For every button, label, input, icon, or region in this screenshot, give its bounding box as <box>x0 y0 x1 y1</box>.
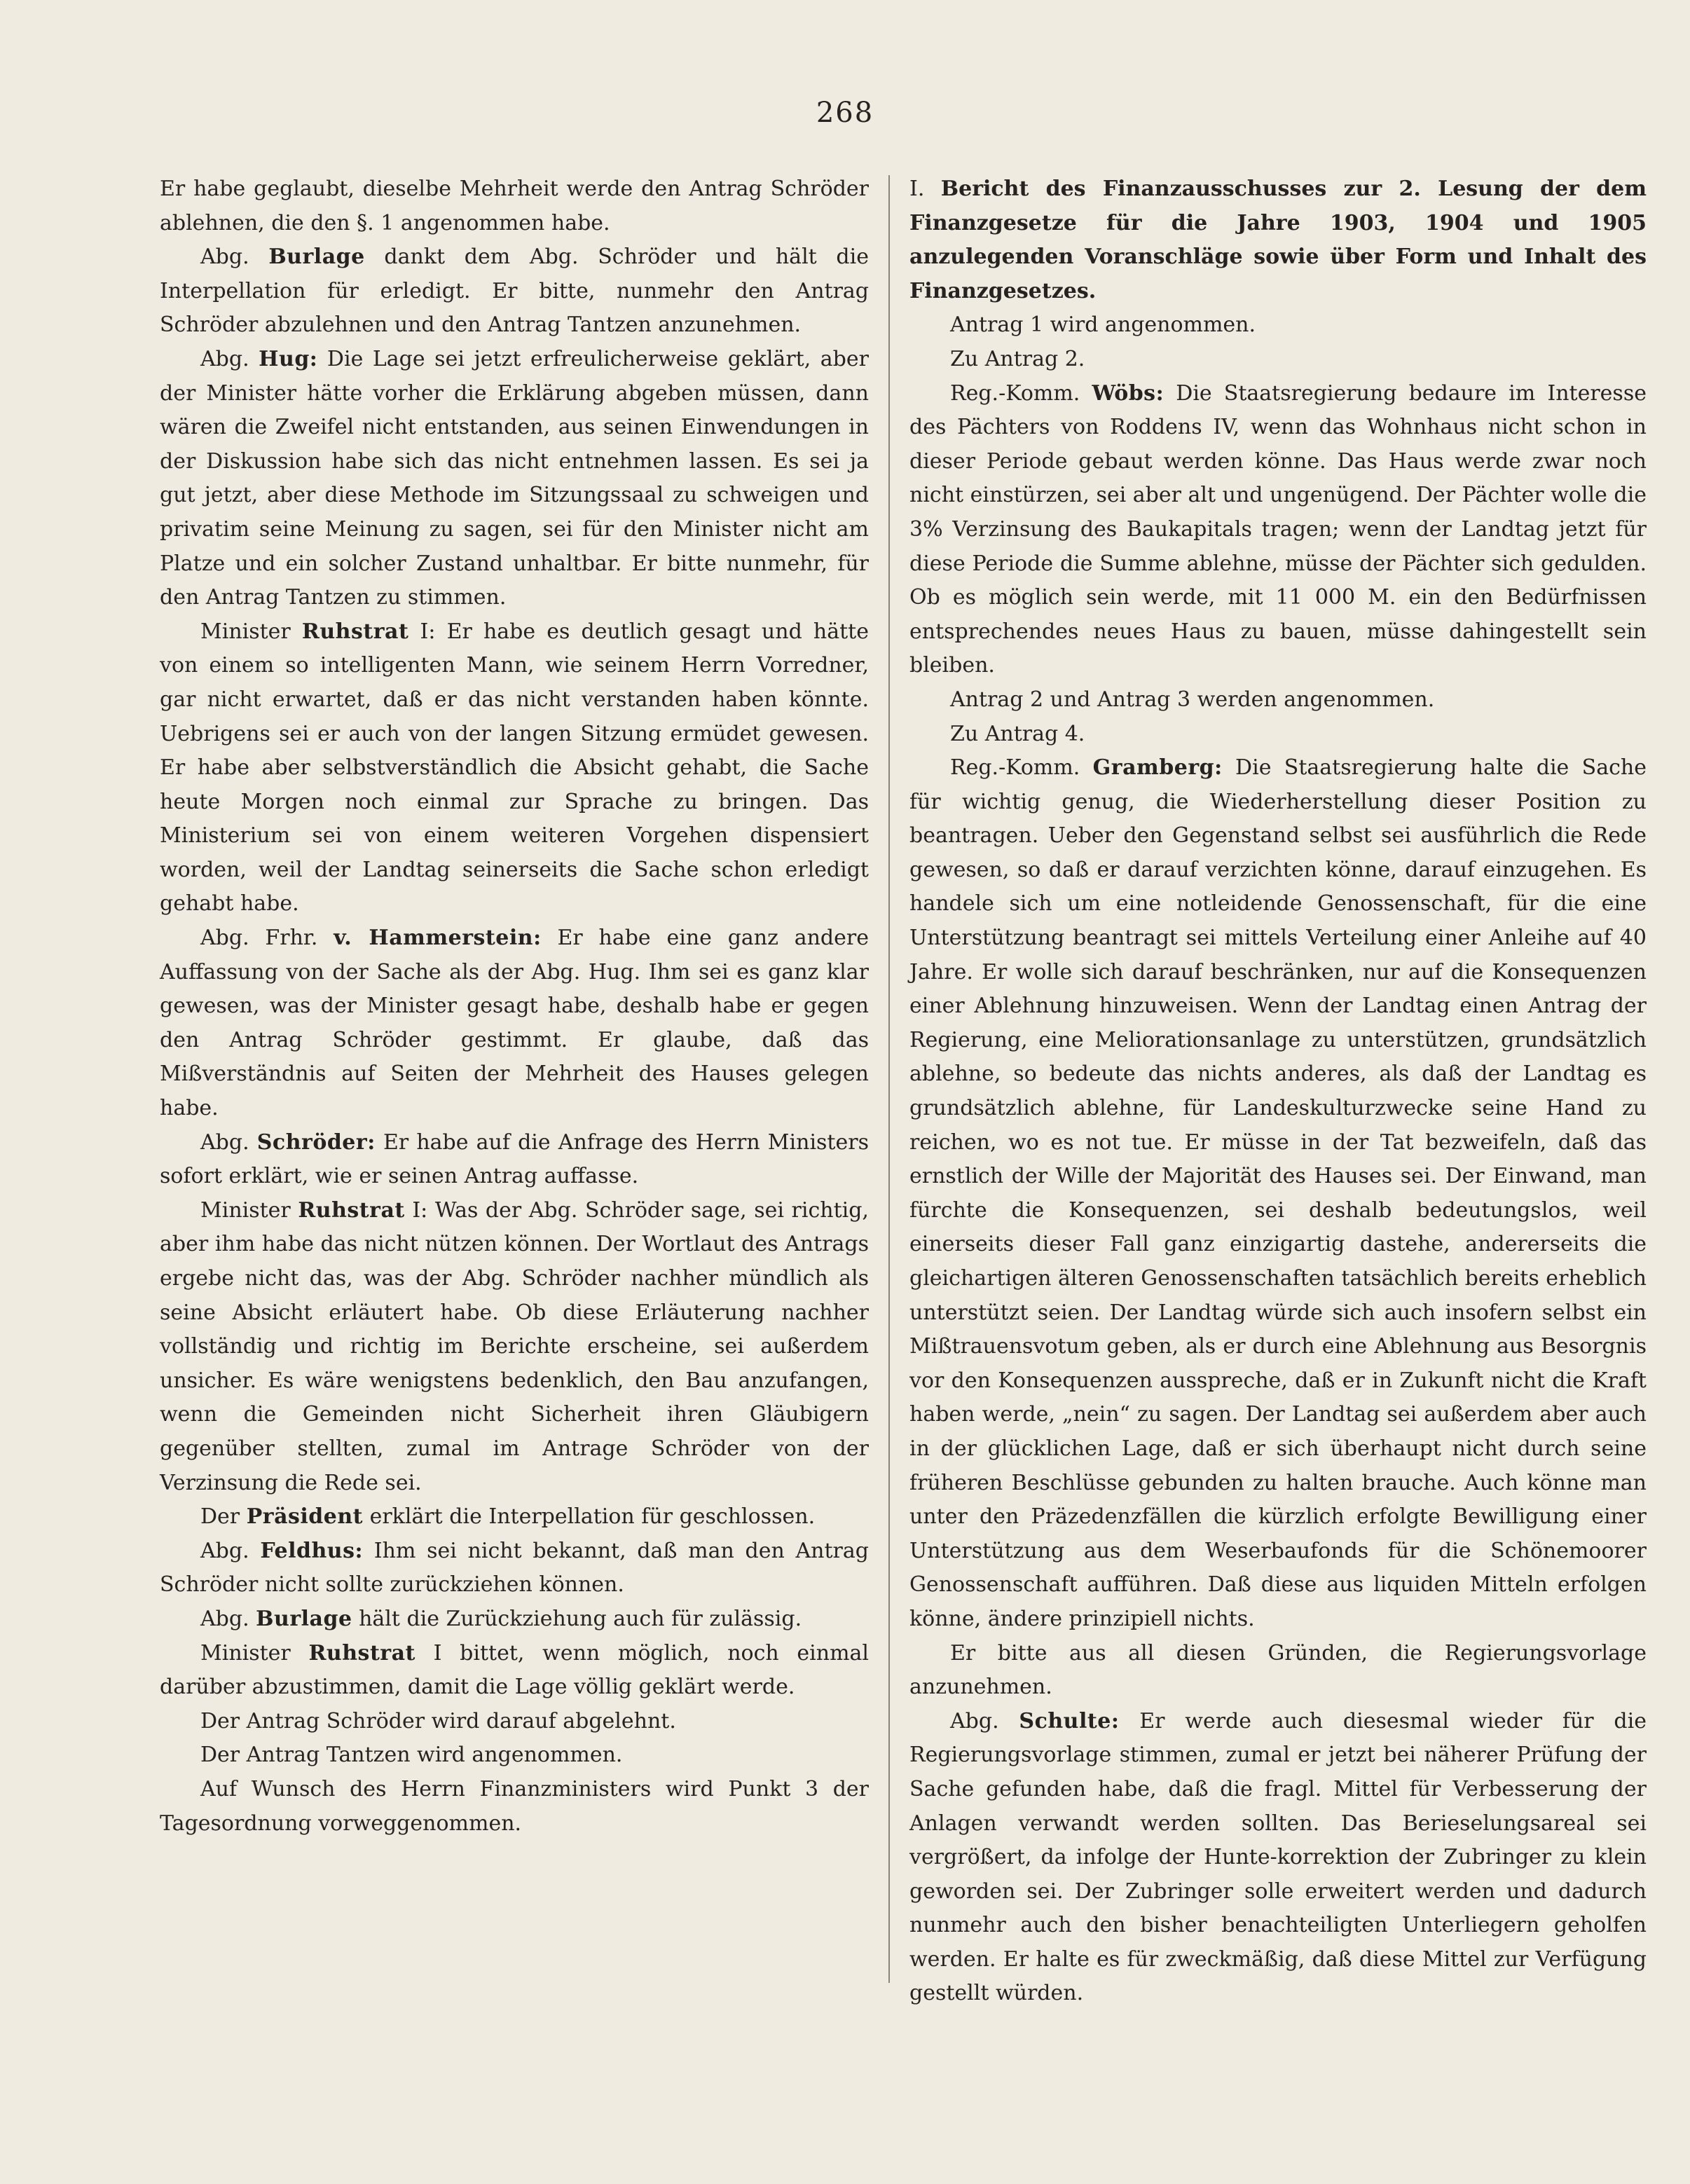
speaker-suffix: I: <box>420 619 436 644</box>
paragraph <box>909 308 1647 343</box>
speaker-name: v. Hammerstein: <box>334 926 542 951</box>
paragraph <box>160 1637 869 1705</box>
paragraph <box>160 615 869 921</box>
paragraph-text: Was der Abg. Schröder sage, sei richtig, aber ihm habe das nicht nützen können. Der Wortlaut des Antrags ergebe nicht das, was der Abg. Schröder nachher mündlich als seine Absicht erläutert habe. Ob diese Erläuterung nachher vollständig und richtig im Berichte erscheine, sei außerdem unsicher. Es wäre wenigstens bedenklich, den Bau anzufangen, wenn die Gemeinden nicht Sicherheit ihren Gläubigern gegenüber stellten, zumal im Antrage Schröder von der Verzinsung die Rede sei. <box>160 1197 869 1495</box>
speaker-prefix: Minister <box>200 1197 291 1223</box>
paragraph <box>909 377 1647 683</box>
speaker-name: Ruhstrat <box>301 619 409 644</box>
paragraph-text: Er werde auch diesesmal wieder für die Regierungsvorlage stimmen, zumal er jetzt bei näherer Prüfung der Sache gefunden habe, daß die fragl. Mittel für Verbesserung der Anlagen verwandt werden sollten. Das Berieselungsareal sei vergrößert, da infolge der Hunte-korrektion der Zubringer zu klein geworden sei. Der Zubringer solle erweitert werden und dadurch nunmehr auch den bisher benachteiligten Unterliegern geholfen werden. Er halte es für zweckmäßig, daß diese Mittel zur Verfügung gestellt würden. <box>909 1708 1647 2006</box>
paragraph-text: Die Staatsregierung bedaure im Interesse des Pächters von Roddens IV, wenn das Wohnhaus nicht schon in dieser Periode gebaut werden könne. Das Haus werde zwar noch nicht einstürzen, sei aber alt und ungenügend. Der Pächter wolle die 3% Verzinsung des Baukapitals tragen; wenn der Landtag jetzt für diese Periode die Summe ablehne, müsse der Pächter sich gedulden. Ob es möglich sein werde, mit 11 000 M. ein den Bedürfnissen entsprechendes neues Haus zu bauen, müsse dahingestellt sein bleiben. <box>909 380 1647 678</box>
paragraph <box>160 343 869 615</box>
speaker-name: Schulte: <box>1019 1708 1120 1733</box>
speaker-prefix: Abg. Frhr. <box>200 926 318 951</box>
right-column <box>909 172 1647 2011</box>
paragraph <box>909 683 1647 717</box>
speaker-name: Ruhstrat <box>308 1640 415 1666</box>
speaker-name: Burlage <box>256 1606 352 1631</box>
paragraph-text: dankt dem Abg. Schröder und hält die Interpellation für erledigt. Er bitte, nunmehr den Antrag Schröder abzulehnen und den Antrag Tantzen anzunehmen. <box>160 245 869 338</box>
paragraph <box>160 1773 869 1841</box>
paragraph <box>909 717 1647 752</box>
paragraph-text: Der Antrag Tantzen wird angenommen. <box>200 1743 623 1768</box>
paragraph-text: Er habe geglaubt, dieselbe Mehrheit werde den Antrag Schröder ablehnen, die den §. 1 angenommen habe. <box>160 177 869 235</box>
speaker-name: Feldhus: <box>260 1538 364 1563</box>
paragraph-text: Die Staatsregierung halte die Sache für wichtig genug, die Wiederherstellung dieser Position zu beantragen. Ueber den Gegenstand selbst sei ausführlich die Rede gewesen, so daß er darauf verzichten könne, darauf einzugehen. Es handele sich um eine notleidende Genossenschaft, für die eine Unterstützung beantragt sei mittels Verteilung einer Anleihe auf 40 Jahre. Er wolle sich darauf beschränken, nur auf die Konsequenzen einer Ablehnung hinzuweisen. Wenn der Landtag einen Antrag der Regierung, eine Meliorationsanlage zu unterstützen, grundsätzlich ablehne, so bedeute das nichts anderes, als daß der Landtag es grundsätzlich ablehne, für Landeskulturzwecke seine Hand zu reichen, wo es not tue. Er müsse in der Tat bezweifeln, daß das ernstlich der Wille der Majorität des Hauses sei. Der Einwand, man fürchte die Konsequenzen, sei deshalb bedeutungslos, weil einerseits dieser Fall ganz einzigartig dastehe, andererseits die gleichartigen älteren Genossenschaften tatsächlich bereits erheblich unterstützt seien. Der Landtag würde sich auch insofern selbst ein Mißtrauensvotum geben, als er durch eine Ablehnung aus Besorgnis vor den Konsequenzen ausspreche, daß er in Zukunft nicht die Kraft haben werde, „nein“ zu sagen. Der Landtag sei außerdem aber auch in der glücklichen Lage, daß er sich überhaupt nicht durch seine früheren Beschlüsse gebunden zu halten brauche. Auch könne man unter den Präzedenzfällen die kürzlich erfolgte Bewilligung einer Unterstützung aus dem Weserbaufonds für die Schönemoorer Genossenschaft aufführen. Daß diese aus liquiden Mitteln erfolgen könne, ändere prinzipiell nichts. <box>909 755 1647 1631</box>
speaker-prefix: Reg.-Komm. <box>950 755 1080 781</box>
paragraph <box>160 172 869 240</box>
paragraph <box>909 343 1647 377</box>
paragraph-text: Er habe es deutlich gesagt und hätte von einem so intelligenten Mann, wie seinem Herrn Vorredner, gar nicht erwartet, daß er das nicht verstanden haben könnte. Uebrigens sei er auch von der langen Sitzung ermüdet gewesen. Er habe aber selbstverständlich die Absicht gehabt, die Sache heute Morgen noch einmal zur Sprache zu bringen. Das Ministerium sei von einem weiteren Vorgehen dispensiert worden, weil der Landtag seinerseits die Sache schon erledigt gehabt habe. <box>160 619 869 916</box>
paragraph-text: Antrag 2 und Antrag 3 werden angenommen. <box>950 687 1435 712</box>
speaker-suffix: I: <box>412 1197 428 1223</box>
paragraph <box>160 1534 869 1602</box>
paragraph <box>160 1500 869 1534</box>
speaker-prefix: Abg. <box>200 346 249 371</box>
speaker-prefix: Minister <box>200 619 291 644</box>
speaker-name: Ruhstrat <box>298 1197 405 1223</box>
paragraph-text: Er habe eine ganz andere Auffassung von der Sache als der Abg. Hug. Ihm sei es ganz klar gewesen, was der Minister gesagt habe, deshalb habe er gegen den Antrag Schröder gestimmt. Er glaube, daß das Mißverständnis auf Seiten der Mehrheit des Hauses gelegen habe. <box>160 926 869 1121</box>
paragraph-text: Der Antrag Schröder wird darauf abgelehnt. <box>200 1708 676 1733</box>
speaker-prefix: Minister <box>200 1640 291 1666</box>
paragraph-text: Zu Antrag 4. <box>950 721 1085 746</box>
paragraph <box>160 921 869 1126</box>
section-title: Bericht des Finanzausschusses zur 2. Lesung der dem Finanzgesetze für die Jahre 1903, 1904 und 1905 anzulegenden Voranschläge sowie über Form und Inhalt des Finanzgesetzes. <box>909 177 1647 303</box>
speaker-prefix: Der <box>200 1504 240 1530</box>
paragraph-text: Auf Wunsch des Herrn Finanzministers wird Punkt 3 der Tagesordnung vorweggenommen. <box>160 1776 869 1836</box>
paragraph <box>160 1602 869 1637</box>
paragraph-text: Zu Antrag 2. <box>950 346 1085 371</box>
paragraph-text: Er bitte aus all diesen Gründen, die Regierungsvorlage anzunehmen. <box>909 1640 1647 1700</box>
paragraph <box>160 240 869 343</box>
paragraph-text: I bittet, wenn möglich, noch einmal darüber abzustimmen, damit die Lage völlig geklärt werde. <box>160 1640 870 1700</box>
paragraph <box>160 1194 869 1500</box>
speaker-name: Präsident <box>246 1504 364 1530</box>
paragraph <box>909 1705 1647 2011</box>
speaker-name: Schröder: <box>256 1129 376 1155</box>
speaker-name: Wöbs: <box>1092 380 1165 406</box>
speaker-name: Gramberg: <box>1092 755 1223 781</box>
section-number: I. <box>909 177 925 201</box>
paragraph <box>160 1738 869 1773</box>
speaker-name: Hug: <box>259 346 318 371</box>
paragraph-text: hält die Zurückziehung auch für zulässig. <box>359 1606 802 1631</box>
speaker-name: Burlage <box>268 245 365 270</box>
paragraph-text: Er habe auf die Anfrage des Herrn Ministers sofort erklärt, wie er seinen Antrag auffasse. <box>160 1129 869 1189</box>
left-column <box>160 172 869 1841</box>
speaker-prefix: Abg. <box>200 1538 249 1563</box>
speaker-prefix: Abg. <box>200 1606 249 1631</box>
speaker-prefix: Abg. <box>950 1708 999 1733</box>
paragraph-text: erklärt die Interpellation für geschlossen. <box>369 1504 816 1530</box>
speaker-prefix: Reg.-Komm. <box>950 380 1080 406</box>
paragraph <box>160 1705 869 1739</box>
paragraph-text: Ihm sei nicht bekannt, daß man den Antrag Schröder nicht sollte zurückziehen können. <box>160 1538 869 1598</box>
paragraph <box>909 1637 1647 1705</box>
column-divider <box>888 175 890 1983</box>
section-heading <box>909 172 1647 308</box>
speaker-prefix: Abg. <box>200 1129 249 1155</box>
paragraph-text: Die Lage sei jetzt erfreulicherweise geklärt, aber der Minister hätte vorher die Erklärung abgeben müssen, dann wären die Zweifel nicht entstanden, aus seinen Einwendungen in der Diskussion habe sich das nicht entnehmen lassen. Es sei ja gut jetzt, aber diese Methode im Sitzungssaal zu schweigen und privatim seine Meinung zu sagen, sei für den Minister nicht am Platze und ein solcher Zustand unhaltbar. Er bitte nunmehr, für den Antrag Tantzen zu stimmen. <box>160 346 869 610</box>
paragraph-text: Antrag 1 wird angenommen. <box>950 313 1256 338</box>
page-number: 268 <box>816 97 874 129</box>
paragraph <box>909 751 1647 1636</box>
speaker-prefix: Abg. <box>200 245 249 270</box>
paragraph <box>160 1126 869 1194</box>
